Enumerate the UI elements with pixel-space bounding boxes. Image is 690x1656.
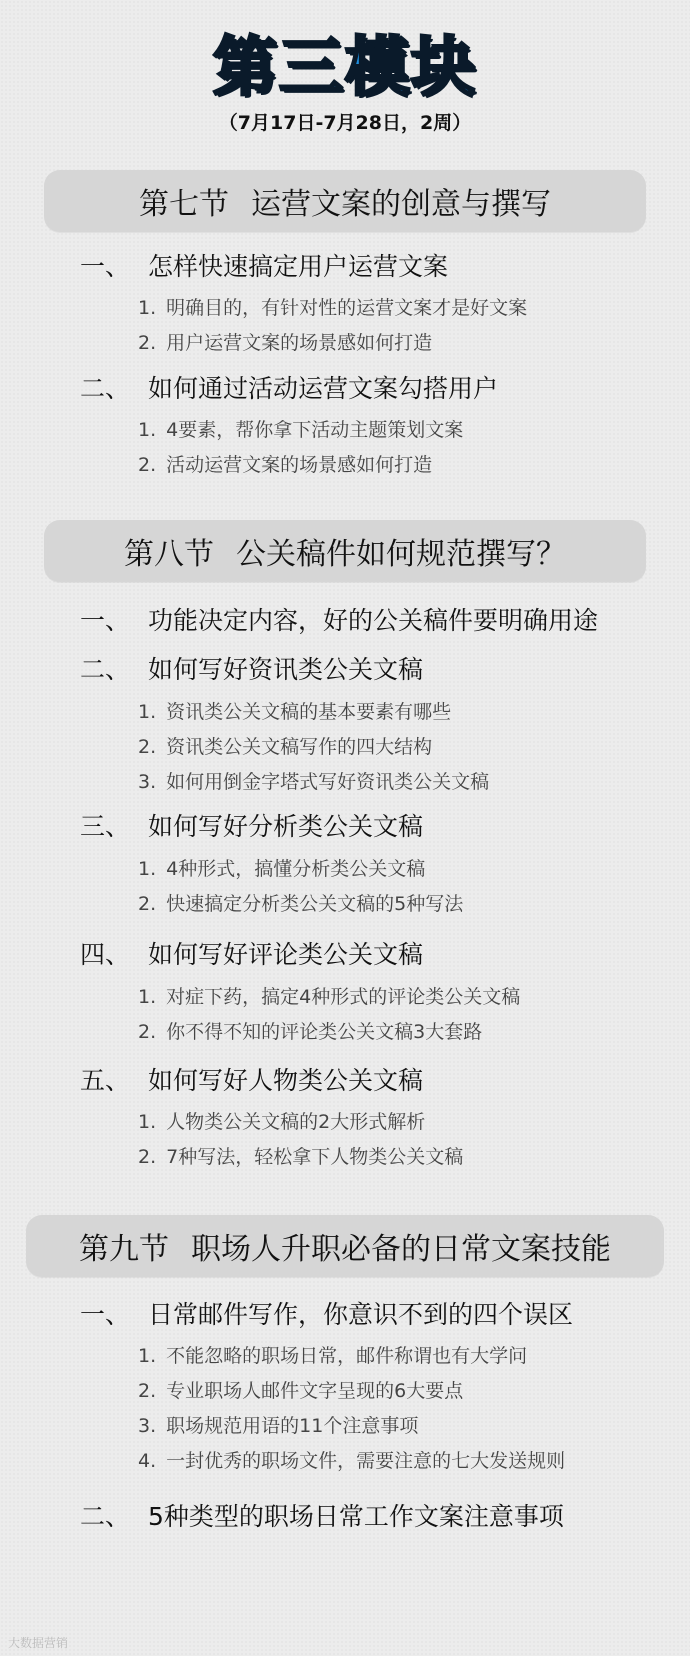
topic-title: 如何写好分析类公关文稿 xyxy=(148,812,424,841)
subtopic-text: 4种形式，搞懂分析类公关文稿 xyxy=(166,858,426,880)
section-title: 公关稿件如何规范撰写？ xyxy=(236,537,566,572)
topic-index: 五、 xyxy=(80,1066,131,1095)
subtopic-item xyxy=(138,733,432,761)
subtopic-index: 1. xyxy=(138,297,157,319)
subtopic-item xyxy=(138,1447,565,1475)
subtopic-item xyxy=(138,890,463,918)
topic-index: 二、 xyxy=(80,655,131,684)
subtopic-text: 明确目的，有针对性的运营文案才是好文案 xyxy=(166,297,528,319)
subtopic-item xyxy=(138,698,451,726)
subtopic-text: 7种写法，轻松拿下人物类公关文稿 xyxy=(166,1146,464,1168)
topic-title: 日常邮件写作，你意识不到的四个误区 xyxy=(148,1300,574,1329)
topic-title: 5种类型的职场日常工作文案注意事项 xyxy=(148,1502,564,1531)
subtopic-index: 1. xyxy=(138,419,157,441)
module-title: 第三模块 xyxy=(213,31,477,105)
topic-title: 如何写好评论类公关文稿 xyxy=(148,940,424,969)
topic-heading xyxy=(80,1500,564,1534)
topic-index: 二、 xyxy=(80,374,131,403)
subtopic-item xyxy=(138,1143,463,1171)
watermark: 大数据营销 xyxy=(8,1636,69,1650)
subtopic-index: 2. xyxy=(138,1146,157,1168)
topic-heading xyxy=(80,938,423,972)
topic-heading xyxy=(80,653,423,687)
topic-heading xyxy=(80,250,448,284)
subtopic-item xyxy=(138,1108,425,1136)
topic-title: 功能决定内容，好的公关稿件要明确用途 xyxy=(148,606,599,635)
topic-title: 如何写好资讯类公关文稿 xyxy=(148,655,424,684)
subtopic-item xyxy=(138,1018,482,1046)
subtopic-item xyxy=(138,329,432,357)
subtopic-item xyxy=(138,768,489,796)
subtopic-text: 对症下药，搞定4种形式的评论类公关文稿 xyxy=(166,986,521,1008)
subtopic-item xyxy=(138,1377,463,1405)
subtopic-item xyxy=(138,1412,418,1440)
section-number: 第七节 xyxy=(139,187,229,222)
topic-heading xyxy=(80,1298,573,1332)
subtopic-index: 1. xyxy=(138,1111,157,1133)
subtopic-text: 4要素，帮你拿下活动主题策划文案 xyxy=(166,419,464,441)
subtopic-text: 快速搞定分析类公关文稿的5种写法 xyxy=(166,893,464,915)
subtopic-index: 2. xyxy=(138,893,157,915)
section-title: 职场人升职必备的日常文案技能 xyxy=(191,1232,611,1267)
subtopic-text: 专业职场人邮件文字呈现的6大要点 xyxy=(166,1380,464,1402)
topic-heading xyxy=(80,372,498,406)
module-dates: （7月17日-7月28日，2周） xyxy=(218,112,472,134)
subtopic-index: 2. xyxy=(138,736,157,758)
subtopic-text: 人物类公关文稿的2大形式解析 xyxy=(166,1111,426,1133)
topic-index: 一、 xyxy=(80,1300,131,1329)
subtopic-index: 2. xyxy=(138,1380,157,1402)
subtopic-text: 你不得不知的评论类公关文稿3大套路 xyxy=(166,1021,483,1043)
subtopic-item xyxy=(138,1342,527,1370)
topic-heading xyxy=(80,810,423,844)
topic-title: 如何通过活动运营文案勾搭用户 xyxy=(148,374,499,403)
subtopic-index: 3. xyxy=(138,1415,157,1437)
subtopic-index: 1. xyxy=(138,701,157,723)
subtopic-index: 1. xyxy=(138,858,157,880)
subtopic-text: 如何用倒金字塔式写好资讯类公关文稿 xyxy=(166,771,490,793)
subtopic-text: 资讯类公关文稿写作的四大结构 xyxy=(166,736,433,758)
subtopic-text: 资讯类公关文稿的基本要素有哪些 xyxy=(166,701,452,723)
topic-title: 怎样快速搞定用户运营文案 xyxy=(148,252,449,281)
subtopic-index: 2. xyxy=(138,1021,157,1043)
section-title: 运营文案的创意与撰写 xyxy=(251,187,551,222)
subtopic-text: 活动运营文案的场景感如何打造 xyxy=(166,454,433,476)
topic-heading xyxy=(80,604,598,638)
topic-index: 三、 xyxy=(80,812,131,841)
topic-index: 四、 xyxy=(80,940,131,969)
subtopic-item xyxy=(138,294,527,322)
subtopic-index: 3. xyxy=(138,771,157,793)
topic-index: 二、 xyxy=(80,1502,131,1531)
section-header-7 xyxy=(44,170,646,232)
subtopic-index: 2. xyxy=(138,332,157,354)
section-number: 第九节 xyxy=(79,1232,169,1267)
subtopic-index: 2. xyxy=(138,454,157,476)
subtopic-index: 1. xyxy=(138,1345,157,1367)
topic-title: 如何写好人物类公关文稿 xyxy=(148,1066,424,1095)
subtopic-item xyxy=(138,416,463,444)
subtopic-index: 1. xyxy=(138,986,157,1008)
section-header-9 xyxy=(26,1215,664,1277)
section-header-8 xyxy=(44,520,646,582)
subtopic-text: 不能忽略的职场日常，邮件称谓也有大学问 xyxy=(166,1345,528,1367)
subtopic-item xyxy=(138,983,520,1011)
topic-heading xyxy=(80,1064,423,1098)
topic-index: 一、 xyxy=(80,252,131,281)
subtopic-text: 一封优秀的职场文件，需要注意的七大发送规则 xyxy=(166,1450,566,1472)
subtopic-index: 4. xyxy=(138,1450,157,1472)
subtopic-text: 用户运营文案的场景感如何打造 xyxy=(166,332,433,354)
subtopic-item xyxy=(138,451,432,479)
section-number: 第八节 xyxy=(124,537,214,572)
subtopic-item xyxy=(138,855,425,883)
subtopic-text: 职场规范用语的11个注意事项 xyxy=(166,1415,419,1437)
topic-index: 一、 xyxy=(80,606,131,635)
